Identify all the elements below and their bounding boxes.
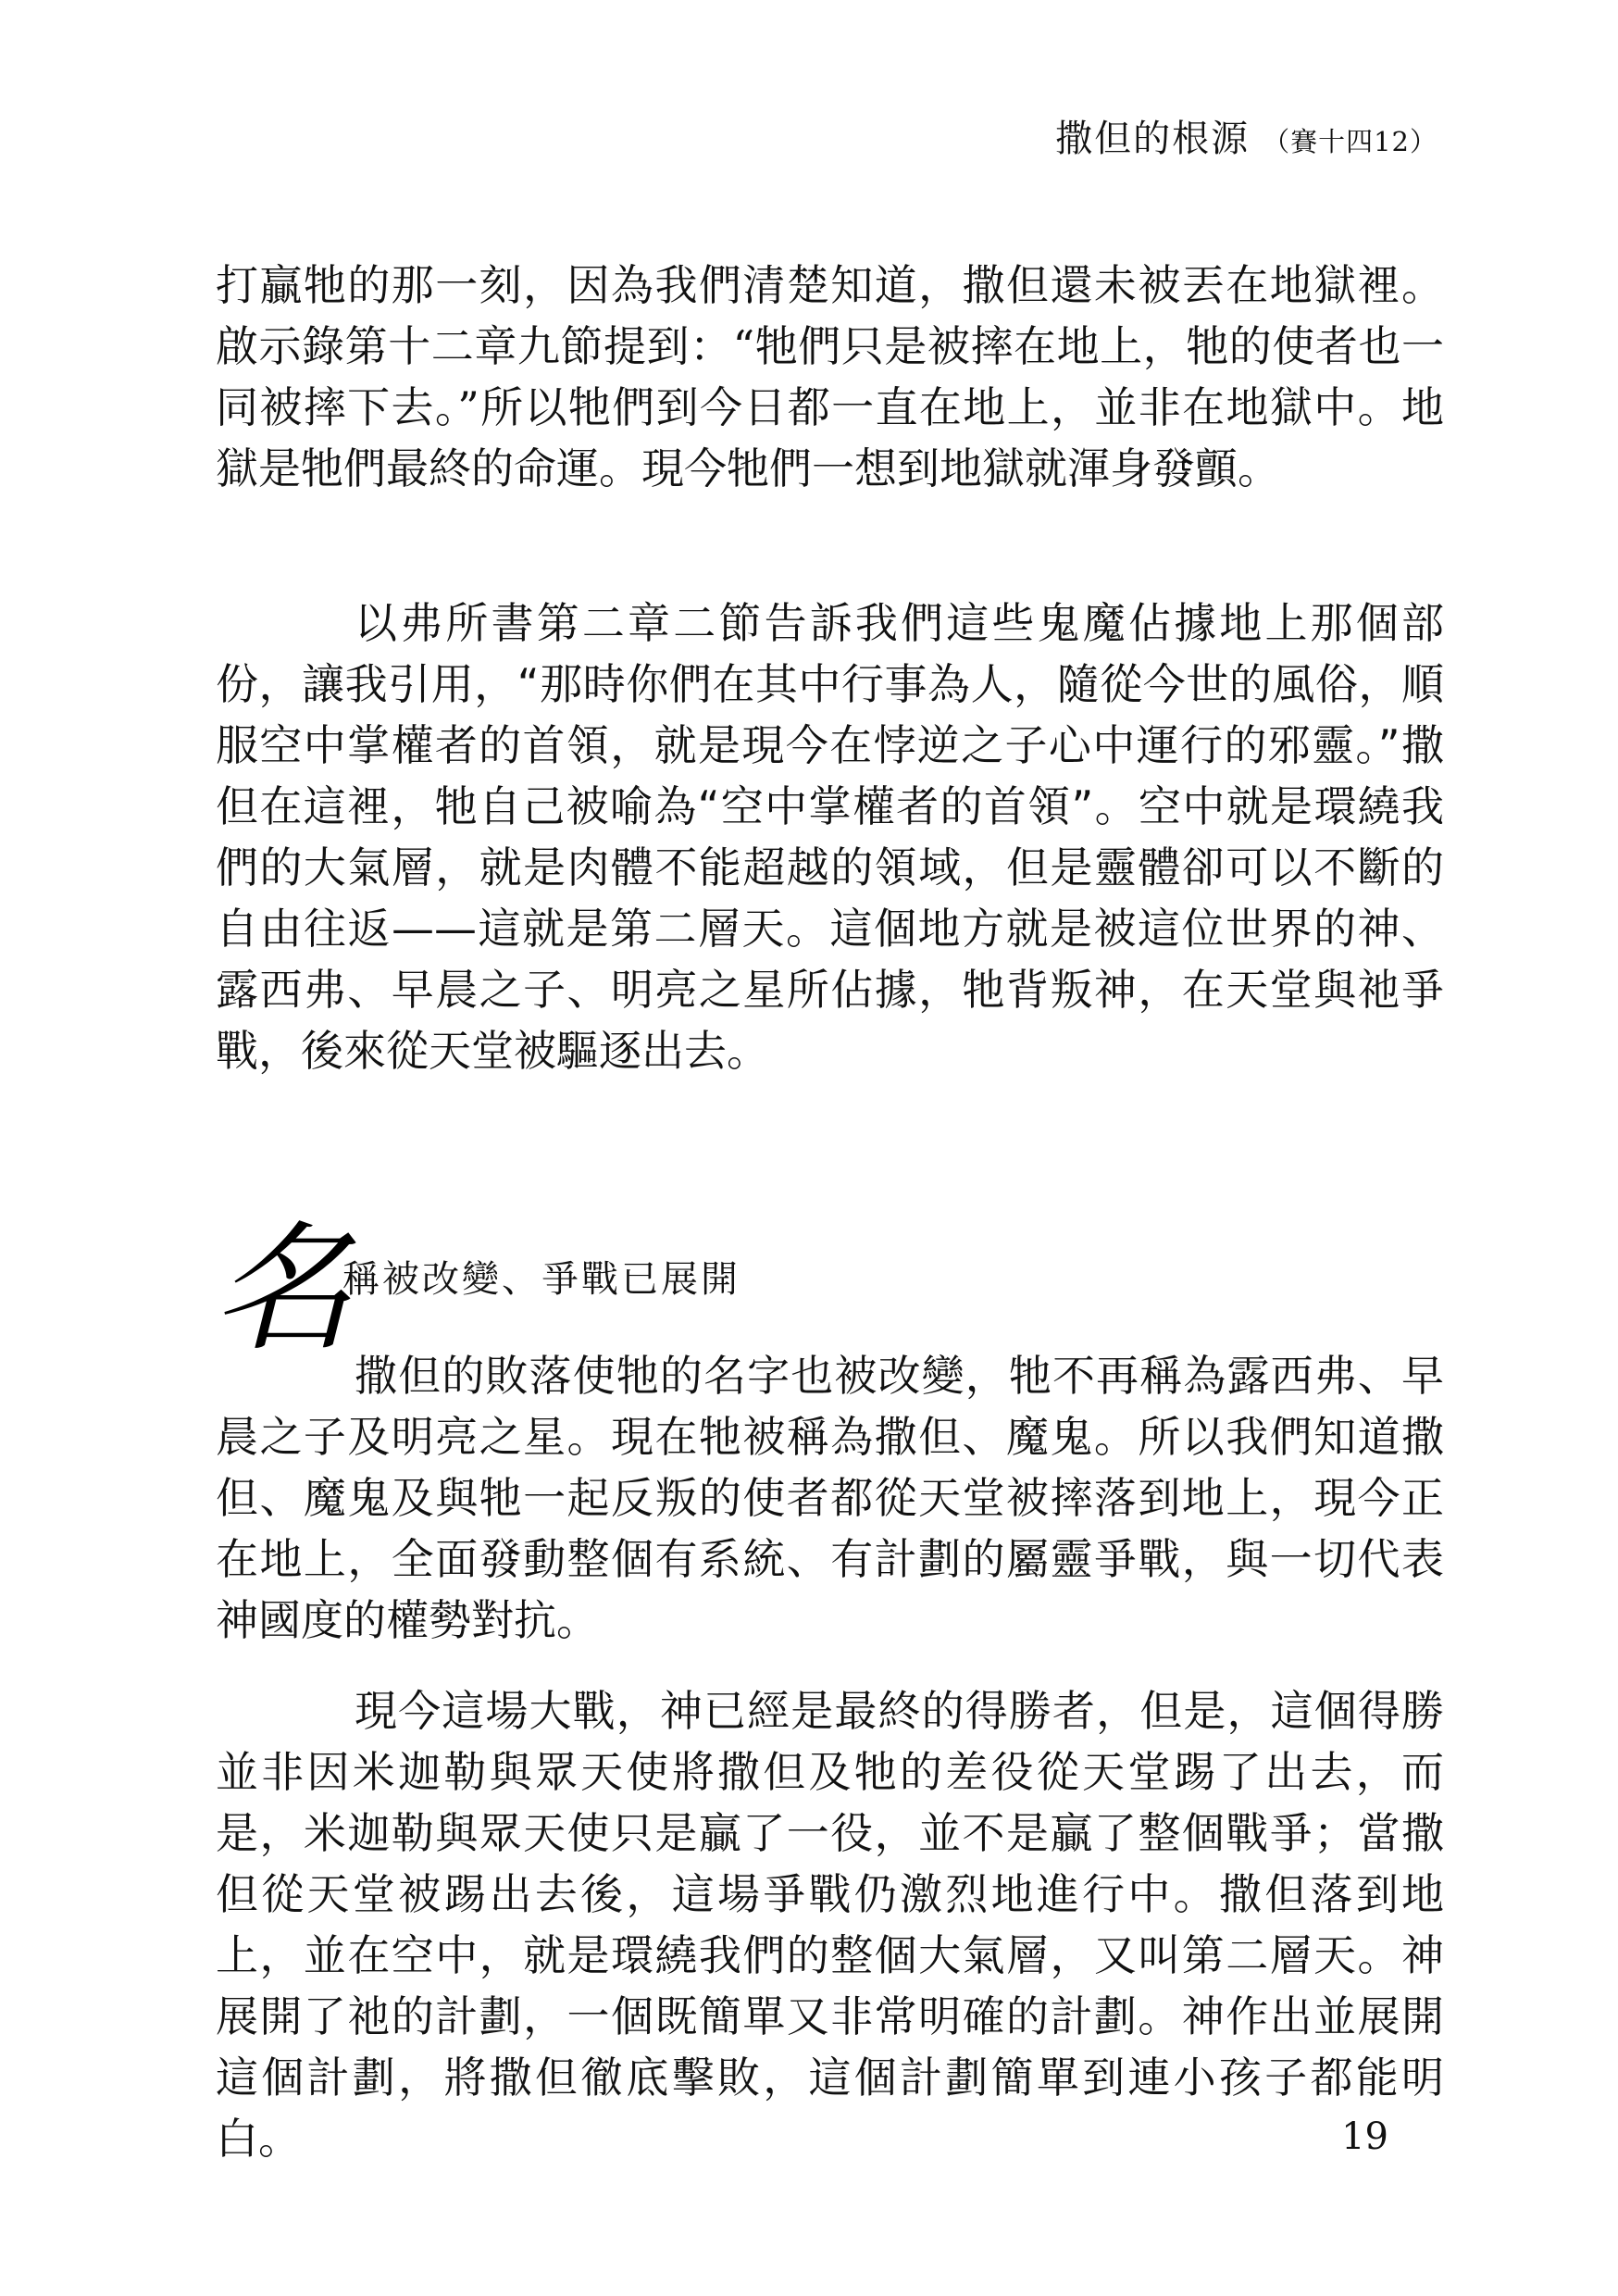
paragraph-4: 現今這場大戰，神已經是最終的得勝者，但是，這個得勝並非因米迦勒與眾天使將撒但及牠的差役從天堂踢了出去，而是，米迦勒與眾天使只是贏了一役，並不是贏了整個戰爭；當撒但從天堂被踢出去後，這場爭戰仍激烈地進行中。撒但落到地上，並在空中，就是環繞我們的整個大氣層，又叫第二層天。神展開了祂的計劃，一個既簡單又非常明確的計劃。神作出並展開這個計劃，將撒但徹底擊敗，這個計劃簡單到連小孩子都能明白。 <box>216 1686 1444 2164</box>
paragraph-1-text-cont: 所以牠們到今日都一直在地上，並非在地獄中。地獄是牠們最終的命運。現今牠們一想到地獄就渾身發顫。 <box>216 382 1444 493</box>
paragraph-1-text: 打贏牠的那一刻，因為我們清楚知道，撒但還未被丟在地獄裡。啟示錄第十二章九節提到： <box>216 260 1444 371</box>
scripture-reference: （賽十四12） <box>1263 126 1438 157</box>
chapter-title: 撒但的根源 <box>1055 118 1251 160</box>
running-header <box>1055 109 1438 162</box>
page-number: 19 <box>1341 2115 1388 2158</box>
section-heading-text: 稱被改變、爭戰已展開 <box>342 1258 741 1301</box>
scripture-quote: “牠們只是被摔在地上，牠的使者也一同被摔下去。” <box>216 321 1444 432</box>
paragraph-2: 以弗所書第二章二節告訴我們這些鬼魔佔據地上那個部份，讓我引用，“那時你們在其中行事為人，隨從今世的風俗，順服空中掌權者的首領，就是現今在悖逆之子心中運行的邪靈。”撒但在這裡，牠自己被喻為“空中掌權者的首領”。空中就是環繞我們的大氣層，就是肉體不能超越的領域，但是靈體卻可以不斷的自由往返——這就是第二層天。這個地方就是被這位世界的神、露西弗、早晨之子、明亮之星所佔據，牠背叛神，在天堂與祂爭戰，後來從天堂被驅逐出去。 <box>216 598 1444 1076</box>
paragraph-3: 撒但的敗落使牠的名字也被改變，牠不再稱為露西弗、早晨之子及明亮之星。現在牠被稱為撒但、魔鬼。所以我們知道撒但、魔鬼及與牠一起反叛的使者都從天堂被摔落到地上，現今正在地上，全面發動整個有系統、有計劃的屬靈爭戰，與一切代表神國度的權勢對抗。 <box>216 1351 1444 1645</box>
drop-cap: 名 <box>213 1209 353 1370</box>
paragraph-1 <box>216 255 1444 499</box>
